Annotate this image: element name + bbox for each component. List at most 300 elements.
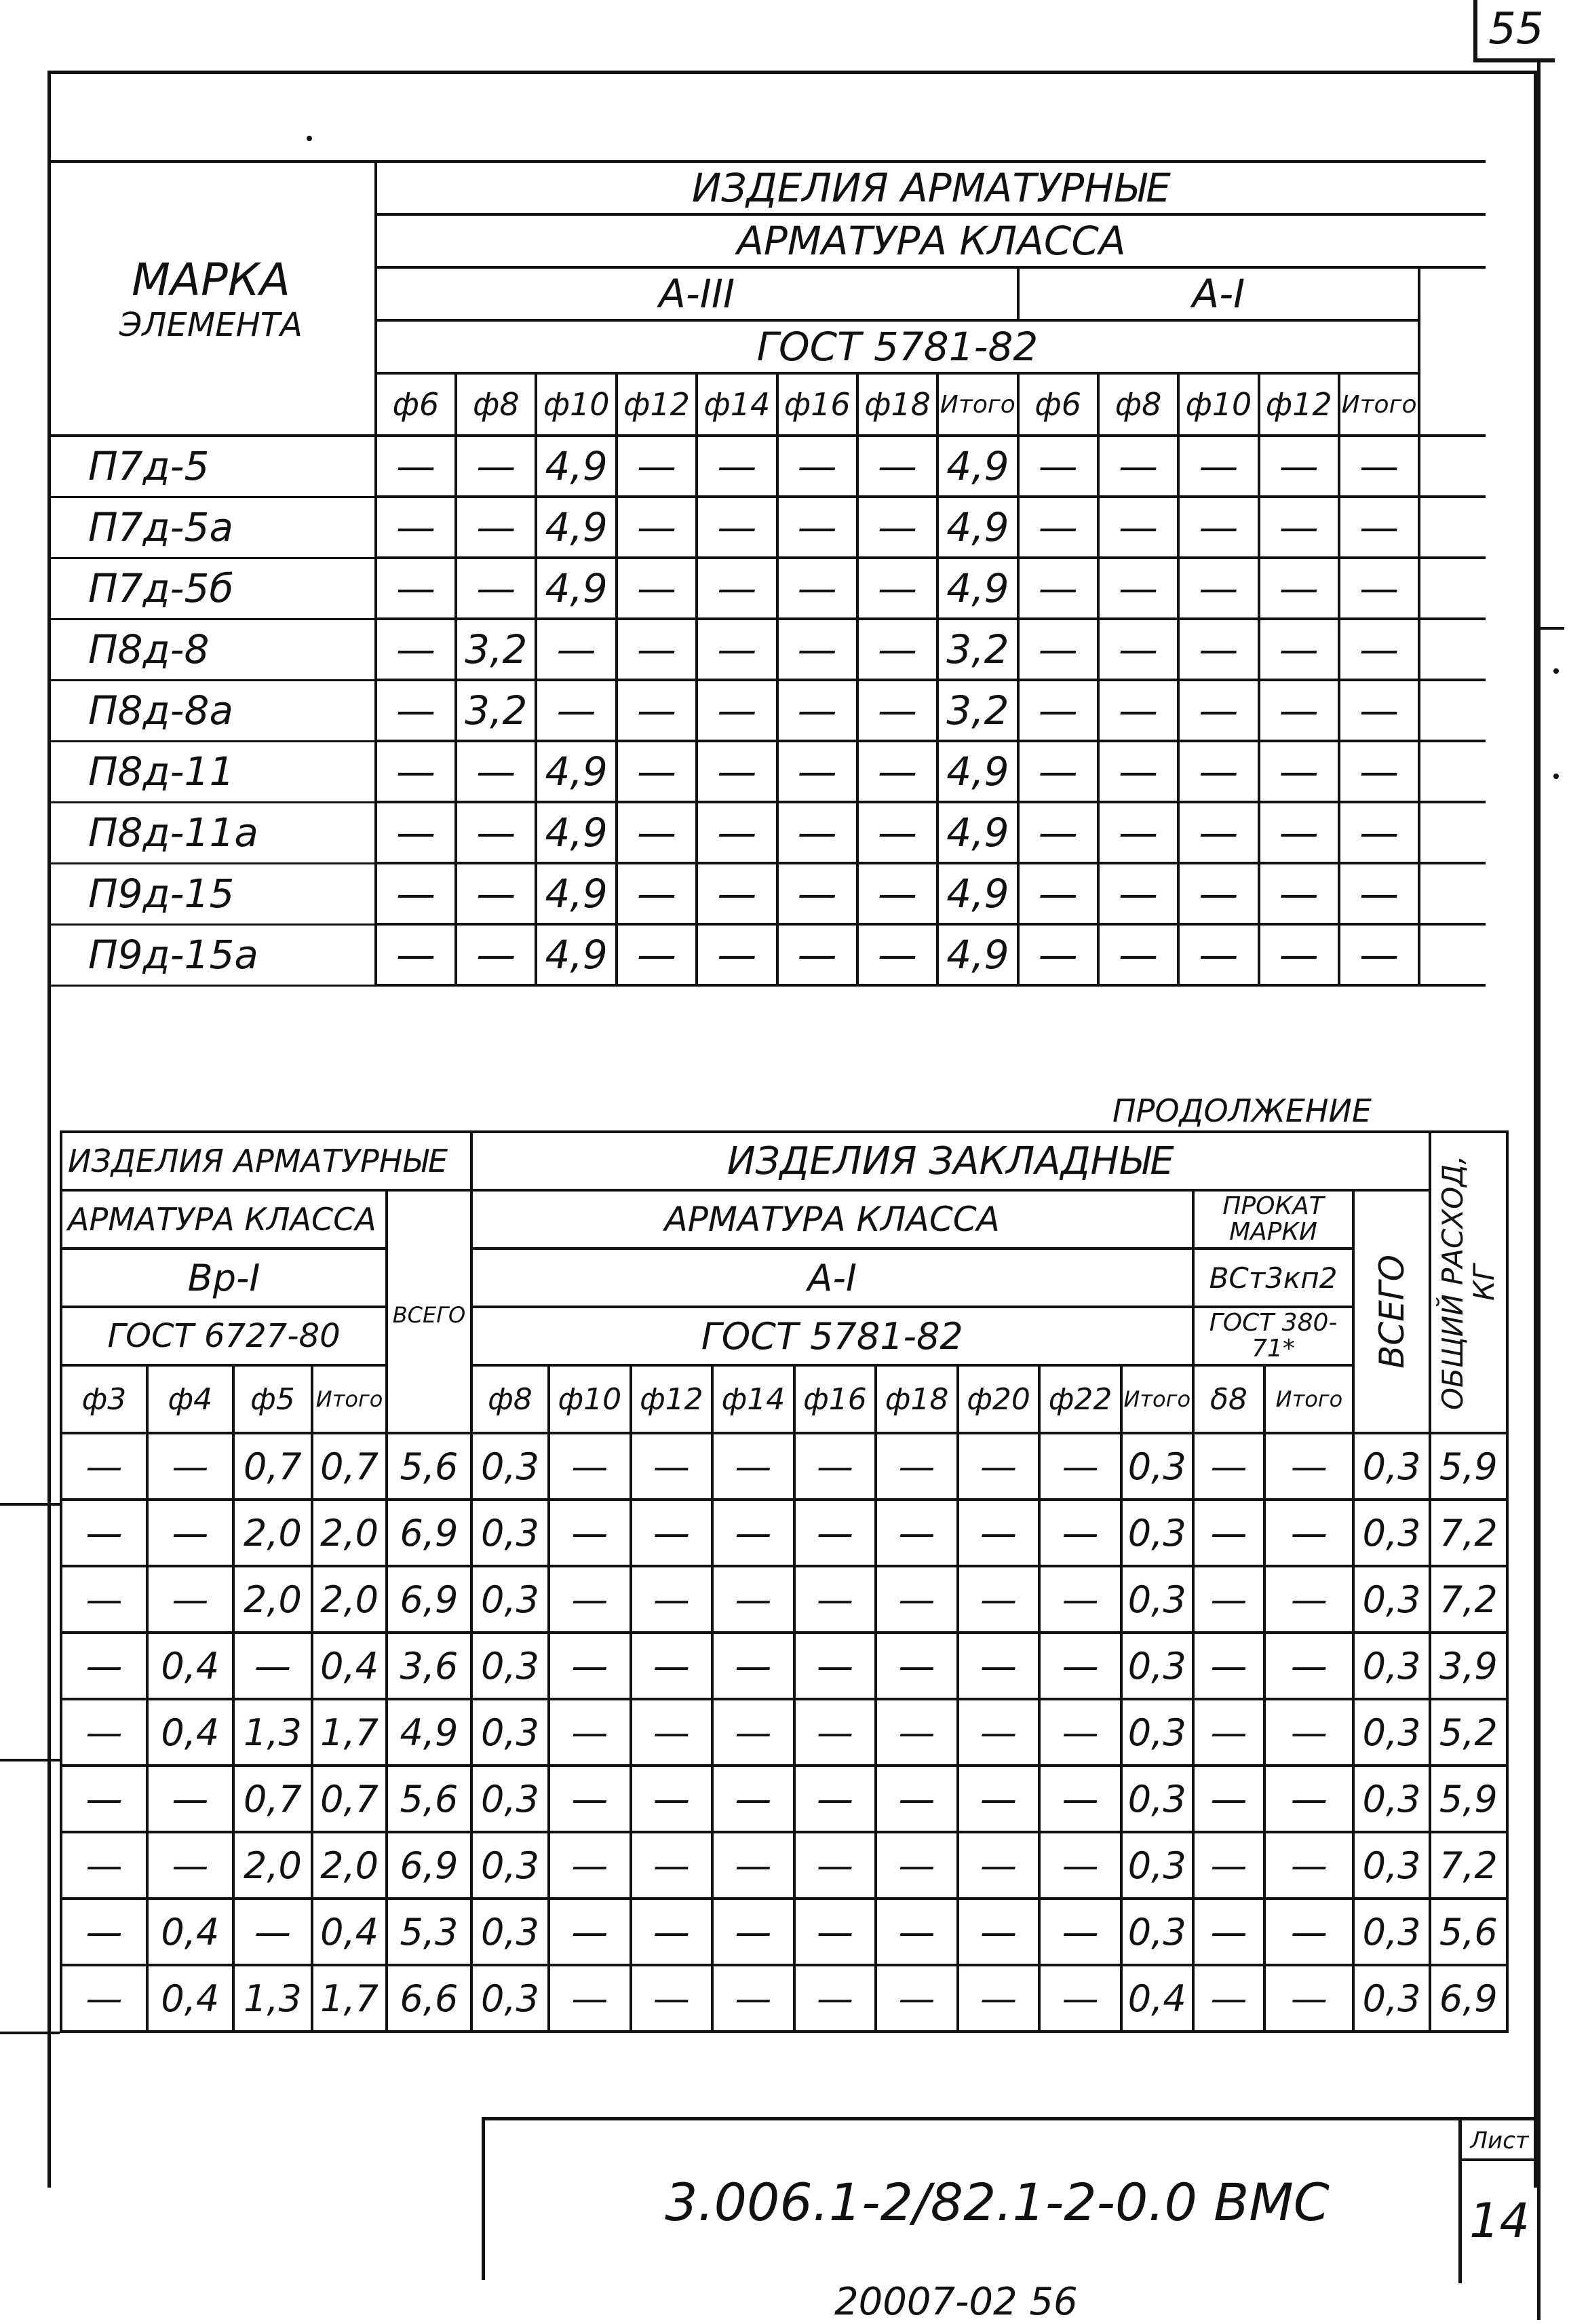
upper-cell: — [376,924,456,985]
embed-cell: 0,3 [471,1500,549,1566]
mark-header-line2: ЭЛЕМЕНТА [119,305,303,344]
reinf-cell: — [61,1566,147,1633]
diameter-header: ф5 [233,1365,312,1433]
embed-cell: 0,3 [1121,1633,1193,1699]
upper-cell: — [1098,680,1178,741]
page-number: 55 [1473,0,1555,62]
reinf-title: ИЗДЕЛИЯ АРМАТУРНЫЕ [61,1132,471,1190]
diameter-header: Итого [937,373,1018,436]
upper-cell: — [1178,680,1258,741]
diameter-header: Итого [1264,1365,1353,1433]
reinf-cell: — [61,1633,147,1699]
upper-cell: — [1018,436,1098,497]
upper-cell: — [376,497,456,558]
diameter-header: ф18 [876,1365,958,1433]
reinf-cell: — [61,1433,147,1500]
lower-specification-table [60,1130,1509,2033]
element-mark: П7д-5 [47,436,376,497]
embed-cell: — [794,1832,876,1899]
embed-cell: — [631,1899,713,1965]
embed-cell: 0,3 [471,1433,549,1500]
upper-cell: — [857,924,937,985]
embed-cell: 0,3 [1121,1699,1193,1766]
diameter-header: ф20 [958,1365,1040,1433]
extra-cell [1419,680,1486,741]
upper-cell: — [1339,680,1419,741]
rolled-cell: — [1264,1766,1353,1832]
extra-column [1419,267,1486,436]
upper-cell: — [456,558,536,619]
reinf-cell: — [61,1832,147,1899]
upper-cell: — [857,436,937,497]
upper-cell: 4,9 [937,741,1018,802]
upper-cell: 4,9 [536,924,616,985]
embed-cell: — [958,1433,1040,1500]
rolled-cell: — [1264,1965,1353,2032]
embed-cell: — [631,1699,713,1766]
embed-cell: — [876,1899,958,1965]
embed-cell: — [631,1633,713,1699]
upper-table-row [47,741,1486,802]
upper-table-row [47,924,1486,985]
lower-table-row [61,1766,1507,1832]
upper-table-row [47,497,1486,558]
class-a1: А-I [1018,267,1420,320]
upper-cell: — [1259,680,1339,741]
total-cell: 6,9 [387,1500,471,1566]
extra-cell [1419,497,1486,558]
total-header [387,1190,471,1433]
rolled-cell: — [1193,1766,1265,1832]
element-mark: П8д-8 [47,619,376,680]
consumption-cell: 7,2 [1430,1500,1507,1566]
extra-cell [1419,741,1486,802]
upper-cell: — [857,802,937,863]
consumption-cell: 7,2 [1430,1566,1507,1633]
upper-cell: — [777,497,857,558]
reinf-cell: 0,4 [147,1699,233,1766]
upper-cell: — [857,619,937,680]
reinf-cell: 0,4 [312,1633,387,1699]
upper-cell: — [697,741,777,802]
upper-cell: — [1259,924,1339,985]
reinf-cell: 0,7 [312,1766,387,1832]
total2-cell: 0,3 [1353,1699,1429,1766]
consumption-cell: 5,9 [1430,1766,1507,1832]
upper-cell: — [1018,863,1098,924]
reinf-cell: 1,7 [312,1965,387,2032]
reinf-cell: — [61,1766,147,1832]
upper-cell: — [1098,924,1178,985]
upper-cell: — [617,558,697,619]
upper-cell: — [536,619,616,680]
embed-cell: 0,3 [1121,1433,1193,1500]
upper-cell: — [697,497,777,558]
reinf-cell: 2,0 [233,1500,312,1566]
lower-table-row [61,1633,1507,1699]
upper-cell: — [697,924,777,985]
upper-rows [47,436,1486,985]
embed-title: ИЗДЕЛИЯ ЗАКЛАДНЫЕ [471,1132,1430,1190]
consumption-label: ОБЩИЙ РАСХОД, КГ [1435,1155,1500,1410]
embed-cell: — [1039,1965,1121,2032]
reinf-cell: 2,0 [312,1500,387,1566]
rolled-gost: ГОСТ 380-71* [1193,1307,1354,1365]
reinf-cell: 0,4 [147,1899,233,1965]
element-mark: П8д-8а [47,680,376,741]
rolled-cell: — [1193,1433,1265,1500]
reinf-cell: — [61,1899,147,1965]
consumption-cell: 5,6 [1430,1899,1507,1965]
reinf-cell: 2,0 [233,1832,312,1899]
margin-tick [0,1503,60,1506]
embed-cell: — [876,1766,958,1832]
upper-cell: — [777,924,857,985]
embed-cell: — [549,1566,631,1633]
upper-cell: — [697,619,777,680]
diameter-header: ф8 [471,1365,549,1433]
upper-cell: — [1098,741,1178,802]
embed-cell: — [876,1566,958,1633]
upper-table-row [47,436,1486,497]
reinf-gost: ГОСТ 6727-80 [61,1307,387,1365]
reinf-cell: 2,0 [233,1566,312,1633]
upper-cell: — [456,497,536,558]
embed-cell: 0,3 [1121,1766,1193,1832]
upper-cell: — [376,619,456,680]
total-cell: 4,9 [387,1699,471,1766]
upper-cell: 4,9 [937,863,1018,924]
sheet-number: 14 [1469,2193,1530,2249]
reinf-cell: — [147,1832,233,1899]
embed-cell: — [549,1433,631,1500]
upper-cell: — [1018,924,1098,985]
embed-cell: 0,3 [1121,1832,1193,1899]
diameter-header: ф10 [1178,373,1258,436]
upper-cell: — [697,436,777,497]
embed-cell: — [712,1633,794,1699]
embed-cell: — [958,1566,1040,1633]
embed-cell: — [794,1633,876,1699]
upper-cell: — [376,863,456,924]
reinf-cell: — [147,1566,233,1633]
diameter-header: ф12 [631,1365,713,1433]
rolled-cell: — [1264,1699,1353,1766]
upper-cell: — [857,680,937,741]
lower-table-row [61,1699,1507,1766]
reinf-cell: — [147,1500,233,1566]
reinf-cell: 0,7 [233,1766,312,1832]
diameter-header: ф8 [456,373,536,436]
diameter-header: ф10 [536,373,616,436]
element-mark: П7д-5а [47,497,376,558]
upper-cell: 4,9 [937,436,1018,497]
upper-cell: — [1259,619,1339,680]
diameter-header: ф6 [376,373,456,436]
upper-cell: — [697,558,777,619]
upper-cell: — [617,924,697,985]
sheet-cell [1458,2120,1537,2283]
embed-cell: 0,3 [471,1566,549,1633]
embed-cell: — [876,1433,958,1500]
upper-cell: 4,9 [937,924,1018,985]
upper-cell: 4,9 [536,741,616,802]
rolled-cell: — [1264,1899,1353,1965]
upper-table-row [47,558,1486,619]
speck [1553,668,1559,674]
speck [307,136,312,141]
total-cell: 6,9 [387,1832,471,1899]
total-cell: 3,6 [387,1633,471,1699]
upper-cell: — [777,802,857,863]
upper-cell: — [777,741,857,802]
embed-cell: — [958,1500,1040,1566]
consumption-cell: 3,9 [1430,1633,1507,1699]
embed-cell: — [1039,1500,1121,1566]
upper-cell: — [617,619,697,680]
upper-cell: — [857,497,937,558]
embed-cell: — [549,1766,631,1832]
diameter-header: ф16 [777,373,857,436]
reinf-cell: 0,7 [312,1433,387,1500]
upper-cell: — [617,680,697,741]
embed-cell: 0,3 [1121,1899,1193,1965]
upper-cell: — [376,436,456,497]
archive-number: 20007-02 56 [834,2280,1078,2324]
diameter-header: ф12 [1259,373,1339,436]
embed-cell: — [549,1500,631,1566]
gost-upper: ГОСТ 5781-82 [376,320,1419,373]
embed-cell: — [1039,1566,1121,1633]
upper-cell: — [857,741,937,802]
diameter-header: ф3 [61,1365,147,1433]
reinf-cell: — [233,1899,312,1965]
upper-cell: — [1098,497,1178,558]
total2-cell: 0,3 [1353,1965,1429,2032]
embed-cell: — [794,1433,876,1500]
upper-cell: — [1018,619,1098,680]
diameter-header: ф6 [1018,373,1098,436]
upper-table-row [47,802,1486,863]
embed-cell: — [712,1433,794,1500]
upper-table-row [47,680,1486,741]
embed-cell: — [958,1832,1040,1899]
upper-cell: — [1339,436,1419,497]
embed-cell: — [1039,1633,1121,1699]
upper-cell: — [1259,558,1339,619]
embed-cell: — [712,1500,794,1566]
embed-cell: — [958,1965,1040,2032]
upper-cell: 4,9 [536,497,616,558]
element-mark: П8д-11а [47,802,376,863]
total2-cell: 0,3 [1353,1633,1429,1699]
upper-cell: — [1178,924,1258,985]
upper-cell: — [1259,436,1339,497]
upper-cell: 4,9 [937,558,1018,619]
diameter-header: Итого [312,1365,387,1433]
embed-cell: — [958,1633,1040,1699]
total2-label: ВСЕГО [1372,1254,1412,1369]
embed-cell: — [958,1699,1040,1766]
embed-cell: — [958,1899,1040,1965]
upper-cell: — [1178,497,1258,558]
embed-cell: — [712,1566,794,1633]
extra-cell [1419,619,1486,680]
embed-cell: — [712,1832,794,1899]
embed-cell: 0,3 [471,1766,549,1832]
reinf-cell: 2,0 [312,1566,387,1633]
upper-cell: — [617,741,697,802]
reinf-cell: 0,4 [312,1899,387,1965]
upper-cell: — [376,802,456,863]
rolled-cell: — [1264,1500,1353,1566]
consumption-cell: 7,2 [1430,1832,1507,1899]
reinf-cell: 1,3 [233,1965,312,2032]
embed-cell: — [1039,1899,1121,1965]
embed-cell: — [631,1965,713,2032]
rolled-cell: — [1193,1566,1265,1633]
reinf-cell: 1,7 [312,1699,387,1766]
upper-cell: — [1098,436,1178,497]
element-mark: П7д-5б [47,558,376,619]
upper-cell: — [1018,680,1098,741]
total2-cell: 0,3 [1353,1566,1429,1633]
diameter-header: ф14 [712,1365,794,1433]
embed-class-title: АРМАТУРА КЛАССА [471,1190,1193,1249]
upper-cell: — [456,741,536,802]
embed-cell: — [712,1965,794,2032]
diameter-header: ф10 [549,1365,631,1433]
embed-cell: — [631,1433,713,1500]
embed-cell: — [712,1699,794,1766]
upper-cell: 3,2 [937,680,1018,741]
rolled-cell: — [1264,1832,1353,1899]
mark-header-line1: МАРКА [131,253,290,306]
reinf-class-title: АРМАТУРА КЛАССА [61,1190,387,1249]
upper-cell: — [1339,802,1419,863]
embed-cell: — [794,1899,876,1965]
upper-cell: — [1339,497,1419,558]
reinf-cell: 2,0 [312,1832,387,1899]
lower-table-row [61,1899,1507,1965]
rolled-cell: — [1264,1433,1353,1500]
upper-cell: — [376,741,456,802]
element-mark: П9д-15 [47,863,376,924]
upper-cell: — [1178,802,1258,863]
reinf-cell: 0,7 [233,1433,312,1500]
class-a3: А-III [376,267,1018,320]
lower-table-row [61,1832,1507,1899]
embed-cell: 0,3 [471,1832,549,1899]
reinf-cell: 0,4 [147,1965,233,2032]
reinf-cell: — [147,1766,233,1832]
embed-cell: — [631,1766,713,1832]
mark-header [47,161,376,436]
upper-cell: — [1259,741,1339,802]
diameter-header: Итого [1339,373,1419,436]
upper-cell: — [1178,619,1258,680]
embed-cell: — [876,1633,958,1699]
rolled-cell: — [1264,1566,1353,1633]
upper-cell: — [617,802,697,863]
embed-cell: — [1039,1433,1121,1500]
extra-cell [1419,558,1486,619]
diameter-header: ф18 [857,373,937,436]
embed-cell: — [794,1965,876,2032]
upper-cell: — [1259,497,1339,558]
upper-cell: — [1339,741,1419,802]
total-cell: 5,6 [387,1433,471,1500]
upper-cell: — [376,558,456,619]
consumption-header [1430,1132,1507,1433]
upper-cell: — [697,863,777,924]
embed-cell: — [958,1766,1040,1832]
upper-cell: — [1098,802,1178,863]
upper-cell: — [456,863,536,924]
total-label: ВСЕГО [392,1302,466,1328]
reinf-cell: — [61,1699,147,1766]
diameter-header: ф22 [1039,1365,1121,1433]
diameter-header: ф14 [697,373,777,436]
margin-tick [0,1759,60,1761]
embed-cell: — [549,1965,631,2032]
upper-cell: 4,9 [536,436,616,497]
upper-cell: — [777,680,857,741]
upper-cell: 3,2 [456,619,536,680]
upper-cell: — [1259,802,1339,863]
rolled-cell: — [1193,1500,1265,1566]
extra-cell [1419,802,1486,863]
embed-cell: — [712,1766,794,1832]
continuation-label: ПРОДОЛЖЕНИЕ [1112,1092,1372,1129]
embed-cell: — [1039,1766,1121,1832]
sheet-label: Лист [1462,2120,1537,2161]
total2-cell: 0,3 [1353,1899,1429,1965]
embed-cell: — [549,1633,631,1699]
embed-cell: — [876,1500,958,1566]
embed-cell: — [876,1832,958,1899]
consumption-cell: 5,2 [1430,1699,1507,1766]
reinf-cell: — [233,1633,312,1699]
document-code: 3.006.1-2/82.1-2-0.0 ВМС [665,2171,1330,2232]
upper-cell: — [1339,558,1419,619]
rolled-cell: — [1193,1832,1265,1899]
embed-cell: — [876,1699,958,1766]
margin-tick [1537,627,1564,630]
embed-cell: — [1039,1699,1121,1766]
rolled-grade: ВСт3кп2 [1193,1249,1354,1307]
upper-cell: — [456,436,536,497]
upper-cell: — [376,680,456,741]
upper-cell: — [1098,863,1178,924]
lower-table-row [61,1433,1507,1500]
embed-cell: 0,4 [1121,1965,1193,2032]
upper-cell: 4,9 [536,863,616,924]
diameter-header: δ8 [1193,1365,1265,1433]
embed-cell: 0,3 [1121,1566,1193,1633]
embed-cell: — [549,1832,631,1899]
upper-cell: — [1339,619,1419,680]
diameter-header: Итого [1121,1365,1193,1433]
rolled-cell: — [1193,1699,1265,1766]
upper-cell: — [777,863,857,924]
embed-cell: — [631,1566,713,1633]
rolled-cell: — [1264,1633,1353,1699]
element-mark: П9д-15а [47,924,376,985]
lower-table-row [61,1965,1507,2032]
diameter-header: ф16 [794,1365,876,1433]
total2-cell: 0,3 [1353,1500,1429,1566]
